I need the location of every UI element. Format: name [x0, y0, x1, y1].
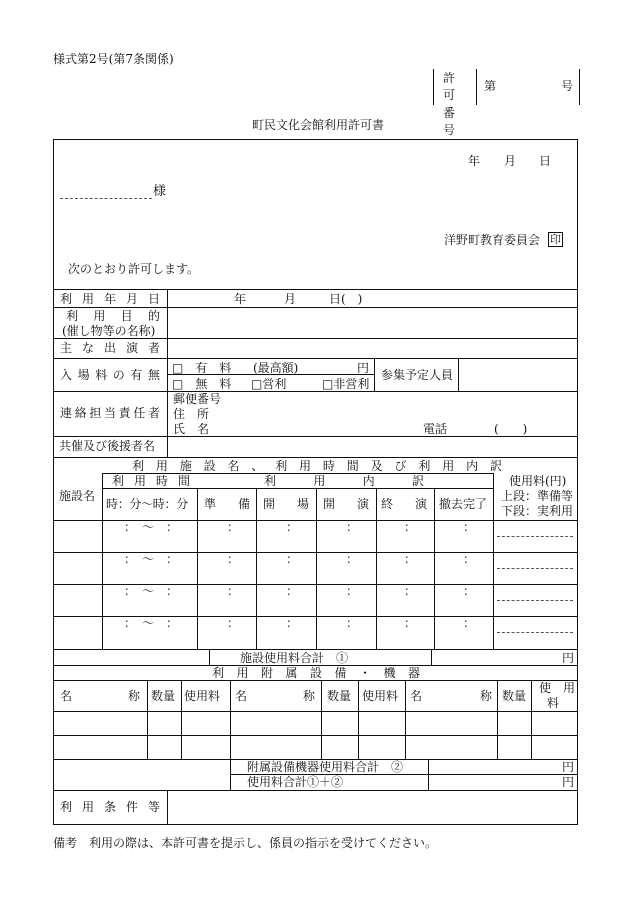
issuer-name: 洋野町教育委員会 — [444, 233, 541, 247]
eq-col-qty-2: 数量 — [327, 689, 352, 703]
eq-col-name-3: 名称 — [410, 689, 492, 703]
facility-row-time[interactable]: ： 〜 ： — [124, 584, 179, 598]
permit-go: 号 — [560, 79, 573, 93]
commercial-checkbox[interactable]: □営利 — [251, 377, 287, 391]
facility-row-time-cell[interactable]: ： — [227, 520, 240, 534]
col-perform: 開演 — [323, 497, 369, 511]
conditions-label: 利用条件等 — [60, 800, 160, 814]
facility-row-time-cell[interactable]: ： — [286, 552, 299, 566]
conditions-field[interactable] — [168, 791, 577, 824]
facility-row-time-cell[interactable]: ： — [227, 616, 240, 630]
facility-row-time[interactable]: ： 〜 ： — [124, 616, 179, 630]
eq-col-fee-3b: 料 — [547, 696, 560, 710]
addressee-suffix: 様 — [153, 184, 167, 199]
col-end: 終演 — [381, 497, 427, 511]
col-fee-upper: 上段：準備等 — [501, 489, 574, 503]
contact-label: 連絡担当責任者 — [60, 406, 160, 420]
facility-row-time-cell[interactable]: ： — [346, 616, 359, 630]
facility-section-title: 利用施設名、利用時間及び利用内訳 — [132, 459, 502, 473]
eq-col-fee-3a: 使 用 — [539, 681, 576, 695]
facility-row-time-cell[interactable]: ： — [286, 616, 299, 630]
facility-row-time[interactable]: ： 〜 ： — [124, 520, 179, 534]
facility-row-time-cell[interactable]: ： — [463, 584, 476, 598]
use-date-field[interactable] — [168, 290, 577, 307]
equipment-total-label: 附属設備機器使用料合計 ② — [247, 760, 404, 774]
col-time: 利用時間 — [112, 474, 190, 488]
date-month: 月 — [504, 154, 517, 168]
eq-col-fee-2: 使用料 — [362, 689, 399, 703]
date-year: 年 — [468, 154, 481, 168]
facility-row-time-cell[interactable]: ： — [404, 616, 417, 630]
facility-row-time-cell[interactable]: ： — [404, 584, 417, 598]
sponsor-field[interactable] — [168, 437, 577, 457]
col-breakdown: 利用内訳 — [264, 474, 424, 488]
col-fee: 使用料(円) — [509, 474, 567, 488]
grand-total-label: 使用料合計①＋② — [247, 775, 344, 789]
equipment-total-yen: 円 — [562, 760, 575, 774]
facility-row-time-cell[interactable]: ： — [346, 552, 359, 566]
facility-row-time-cell[interactable]: ： — [463, 616, 476, 630]
addressee-line[interactable] — [60, 198, 152, 199]
facility-row-time-cell[interactable]: ： — [346, 584, 359, 598]
fee-paid-checkbox[interactable]: □ 有 料 — [172, 361, 232, 375]
facility-row-time-cell[interactable]: ： — [227, 584, 240, 598]
col-facility: 施設名 — [59, 489, 96, 503]
use-date-label: 利用年月日 — [60, 292, 160, 306]
fee-free-checkbox[interactable]: □ 無 料 — [172, 377, 232, 391]
purpose-label: 利用目的 — [66, 309, 160, 323]
eq-col-name-1: 名称 — [60, 689, 140, 703]
sponsor-label: 共催及び後援者名 — [59, 439, 156, 453]
eq-col-qty-1: 数量 — [151, 689, 176, 703]
permit-number-box — [433, 69, 580, 137]
col-fee-lower: 下段：実利用 — [501, 504, 574, 518]
performer-label: 主な出演者 — [60, 341, 160, 355]
page-title: 町民文化会館利用許可書 — [252, 118, 385, 132]
equipment-section-title: 利用附属設備・機器 — [212, 666, 420, 680]
facility-row-time[interactable]: ： 〜 ： — [124, 552, 179, 566]
form-code: 様式第2号(第7条関係) — [53, 52, 174, 66]
facility-row-time-cell[interactable]: ： — [463, 552, 476, 566]
performer-field[interactable] — [168, 339, 577, 358]
facility-row-time-cell[interactable]: ： — [463, 520, 476, 534]
facility-row-time-cell[interactable]: ： — [286, 584, 299, 598]
facility-row-time-cell[interactable]: ： — [227, 552, 240, 566]
facility-row-time-cell[interactable]: ： — [404, 520, 417, 534]
purpose-field[interactable] — [168, 308, 577, 338]
attendees-field[interactable] — [459, 359, 577, 391]
fee-label: 入場料の有無 — [60, 368, 160, 382]
col-open: 開場 — [263, 497, 309, 511]
facility-total-label: 施設使用料合計 ① — [240, 651, 349, 665]
eq-col-name-2: 名称 — [235, 689, 315, 703]
permit-form: 年 月 日 様 洋野町教育委員会 印 次のとおり許可します。 利用年月日 年 月 日( ) 利用目的 (催し物等の名称) 主な出演者 入場料の有無 □ 有 料 (最高額) 円 □ 無 料 □営利 □非営利 参集予定人員 連絡担当責任者 郵便番号 住 所 氏 名 電話 ( ) 共催及び後援者名 利用施設名、利用時間及び利用内訳 施設名 利用時間 時：分〜時：分 利用内訳 準備 開場 開演 終演 撤去完了 使用料(円) 上段：準備等 下段：実利用 ： 〜 ： ： ： ： ： ： ： 〜 ： ： ： ： ： ： ： 〜 ： ： ： ： ： ： ： 〜 ： ： ： ： ： ： 施設使用料合計 ① 円 利用附属設備・機器 名称 数量 使用料 名称 数量 使用料 名称 数量 使 用 料 附属設備機器使用料合計 ② 円 使用料合計①＋② 円 利用条件等 — [53, 139, 578, 825]
footer-note: 備考 利用の際は、本許可書を提示し、係員の指示を受けてください。 — [53, 836, 438, 850]
col-clear: 撤去完了 — [439, 497, 488, 511]
eq-col-fee-1: 使用料 — [184, 689, 221, 703]
facility-row-time-cell[interactable]: ： — [404, 552, 417, 566]
date-day: 日 — [539, 154, 552, 168]
col-time-format: 時：分〜時：分 — [106, 497, 188, 511]
facility-row-time-cell[interactable]: ： — [346, 520, 359, 534]
statement: 次のとおり許可します。 — [68, 262, 200, 276]
attendees-label: 参集予定人員 — [381, 368, 454, 382]
permit-number-label: 許 可 番 号 — [434, 69, 477, 105]
noncommercial-checkbox[interactable]: □非営利 — [322, 377, 370, 391]
grand-total-yen: 円 — [562, 775, 575, 789]
eq-col-qty-3: 数量 — [502, 689, 527, 703]
facility-row-time-cell[interactable]: ： — [286, 520, 299, 534]
permit-dai: 第 — [484, 79, 497, 93]
col-prep: 準備 — [204, 497, 250, 511]
facility-total-yen: 円 — [562, 651, 575, 665]
contact-field[interactable] — [168, 392, 577, 436]
seal-mark: 印 — [550, 233, 561, 246]
